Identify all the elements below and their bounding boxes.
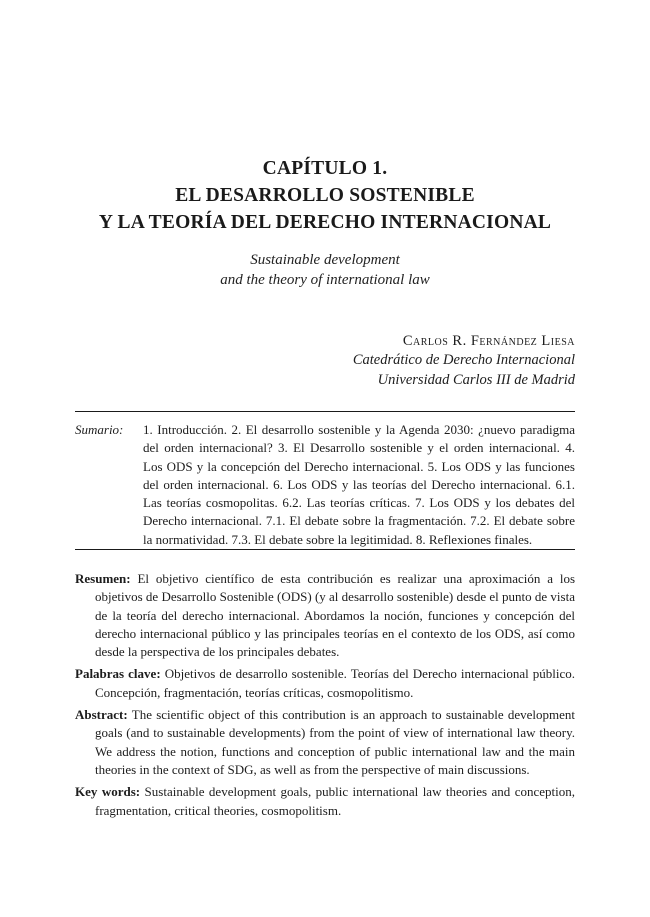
author-name: Carlos R. Fernández Liesa (402, 333, 575, 349)
chapter-number: CAPÍTULO 1. (262, 158, 388, 179)
bottom-divider (75, 549, 575, 550)
chapter-title-line-1: EL DESARROLLO SOSTENIBLE (175, 185, 475, 206)
author-position: Catedrático de Derecho Internacional (352, 352, 575, 368)
chapter-title (0, 155, 650, 236)
key-words-paragraph (75, 783, 575, 820)
palabras-clave-label: Palabras clave: (75, 666, 161, 682)
author-institution: Universidad Carlos III de Madrid (377, 371, 575, 388)
key-words-label: Key words: (75, 784, 141, 800)
resumen-paragraph (75, 570, 575, 661)
chapter-title-line-2: Y LA TEORÍA DEL DERECHO INTERNACIONAL (98, 212, 552, 233)
author-block (353, 331, 575, 390)
subtitle-line-1: Sustainable development (250, 252, 400, 268)
top-divider (75, 411, 575, 412)
abstract-paragraph (75, 706, 575, 779)
summary-text: 1. Introducción. 2. El desarrollo sostenible y la Agenda 2030: ¿nuevo paradigma del orden internacional? 3. El Desarrollo sostenible y el orden internacional. 4. Los ODS y la concepción del Derecho internacional. 5. Los ODS y las funciones del orden internacional. 6. Los ODS y las teorías del Derecho internacional. 6.1. Las teorías cosmopolitas. 6.2. Las teorías críticas. 7. Los ODS y los debates del Derecho internacional. 7.1. El debate sobre la fragmentación. 7.2. El debate sobre la normatividad. 7.3. El debate sobre la legitimidad. 8. Reflexiones finales. (143, 422, 575, 547)
resumen-label: Resumen: (75, 571, 131, 586)
palabras-clave-paragraph (75, 665, 575, 702)
subtitle-line-2: and the theory of international law (220, 272, 430, 288)
english-subtitle (0, 250, 650, 290)
palabras-clave-text: Objetivos de desarrollo sostenible. Teorías del Derecho internacional público. Concepción, fragmentación, teorías críticas, cosmopolitismo. (95, 666, 576, 700)
abstracts-section (75, 570, 575, 824)
key-words-text: Sustainable development goals, public international law theories and conception, fragmentation, critical theories, cosmopolitism. (95, 784, 575, 818)
resumen-text: El objetivo científico de esta contribución es realizar una aproximación a los objetivos de Desarrollo Sostenible (ODS) (y al desarrollo sostenible) desde el punto de vista de la teoría del derecho internacional. Abordamos la noción, funciones y concepción del derecho internacional público y las principales teorías en el contexto de los ODS, así como desde la perspectiva de los principales debates. (95, 571, 575, 660)
abstract-text: The scientific object of this contribution is an approach to sustainable development goals (and to sustainable developments) from the point of view of international law theory. We address the notion, functions and conception of public international law and the main theories in the context of SDG, as well as from the perspective of main discussions. (95, 707, 575, 777)
abstract-label: Abstract: (75, 707, 128, 723)
summary-label: Sumario: (75, 422, 124, 437)
